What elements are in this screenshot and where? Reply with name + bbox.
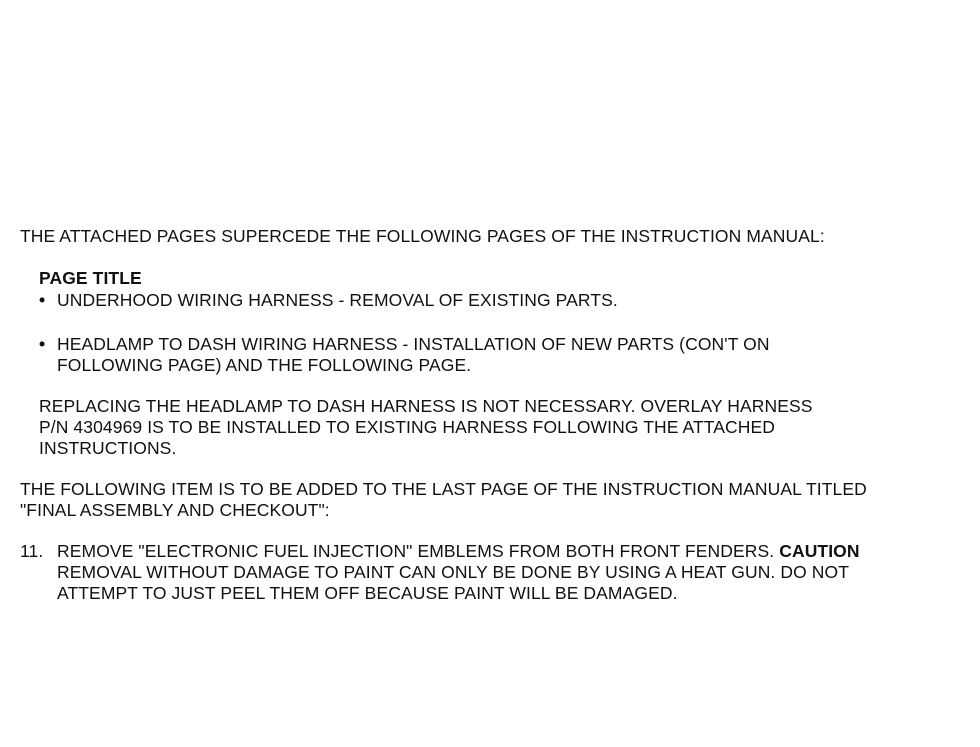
item-line-text: REMOVE "ELECTRONIC FUEL INJECTION" EMBLEMS FROM BOTH FRONT FENDERS. xyxy=(57,541,775,561)
intro-text: THE ATTACHED PAGES SUPERCEDE THE FOLLOWING PAGES OF THE INSTRUCTION MANUAL: xyxy=(20,226,825,246)
bullet-item-text: UNDERHOOD WIRING HARNESS - REMOVAL OF EXISTING PARTS. xyxy=(57,290,618,310)
replacing-note-line: P/N 4304969 IS TO BE INSTALLED TO EXISTING HARNESS FOLLOWING THE ATTACHED xyxy=(39,417,776,437)
bullet-item-underhood xyxy=(39,290,959,311)
bullet-icon: • xyxy=(39,290,46,310)
item-line: REMOVAL WITHOUT DAMAGE TO PAINT CAN ONLY BE DONE BY USING A HEAT GUN. DO NOT xyxy=(57,562,850,582)
following-item-line: "FINAL ASSEMBLY AND CHECKOUT": xyxy=(20,500,330,520)
item-line: ATTEMPT TO JUST PEEL THEM OFF BECAUSE PAINT WILL BE DAMAGED. xyxy=(57,583,678,603)
bullet-item-headlamp xyxy=(39,334,959,376)
replacing-note xyxy=(39,396,813,459)
bullet-item-text xyxy=(57,334,770,376)
replacing-note-line: INSTRUCTIONS. xyxy=(39,438,177,458)
page-title-heading: PAGE TITLE xyxy=(39,268,142,288)
item-line xyxy=(57,541,860,562)
numbered-item-11 xyxy=(20,541,960,604)
replacing-note-line: REPLACING THE HEADLAMP TO DASH HARNESS IS NOT NECESSARY. OVERLAY HARNESS xyxy=(39,396,813,416)
caution-label: CAUTION xyxy=(779,541,860,561)
item-number: 11. xyxy=(20,541,44,561)
bullet-icon: • xyxy=(39,334,46,354)
item-text xyxy=(57,541,860,604)
following-item-note xyxy=(20,479,867,521)
following-item-line: THE FOLLOWING ITEM IS TO BE ADDED TO THE LAST PAGE OF THE INSTRUCTION MANUAL TITLED xyxy=(20,479,867,499)
bullet-item-line: HEADLAMP TO DASH WIRING HARNESS - INSTALLATION OF NEW PARTS (CON'T ON xyxy=(57,334,770,354)
bullet-item-line: FOLLOWING PAGE) AND THE FOLLOWING PAGE. xyxy=(57,355,472,375)
